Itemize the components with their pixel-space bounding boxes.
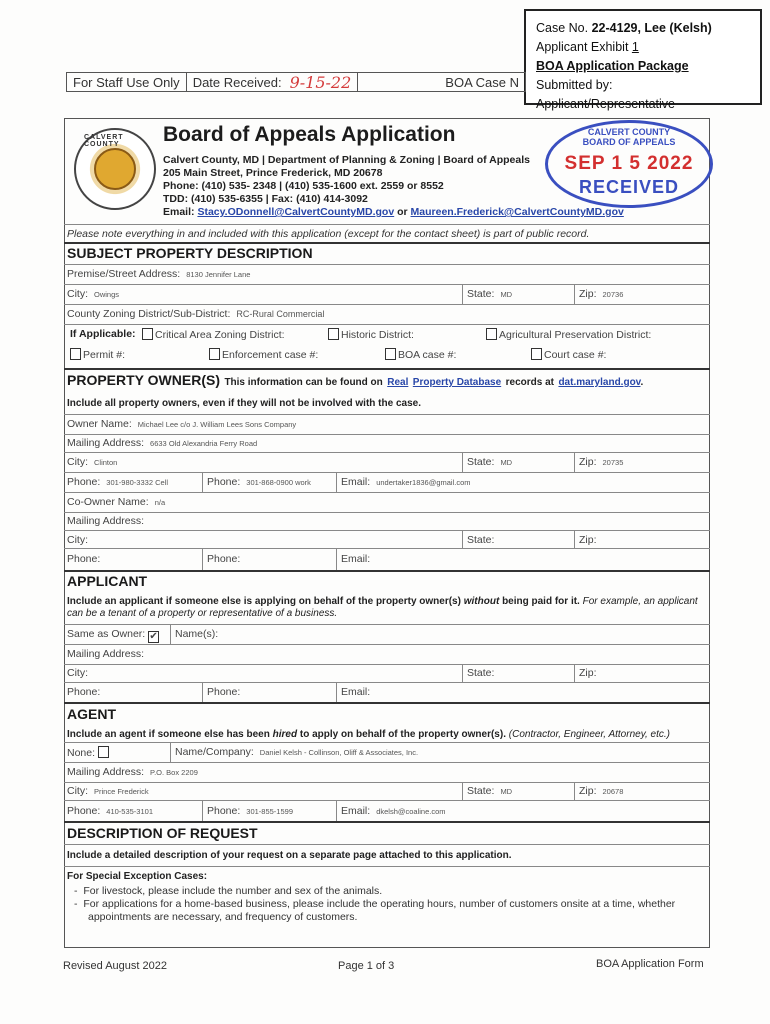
- coowner-name-value[interactable]: n/a: [154, 498, 166, 507]
- agricultural-checkbox[interactable]: [486, 328, 497, 340]
- owner-city-label: City:: [67, 456, 88, 468]
- email-prefix: Email:: [163, 206, 195, 218]
- subject-address-value[interactable]: 8130 Jennifer Lane: [186, 270, 251, 279]
- owner-name-value[interactable]: Michael Lee c/o J. William Lees Sons Company: [137, 420, 297, 429]
- critical-area-option[interactable]: [142, 328, 285, 341]
- applicant-mailing-label: Mailing Address:: [67, 648, 145, 660]
- owner-section-title: PROPERTY OWNER(S): [67, 372, 220, 388]
- enforcement-label: Enforcement case #:: [222, 349, 319, 361]
- agent-company-value[interactable]: Daniel Kelsh - Collinson, Oliff & Associates, Inc.: [259, 748, 419, 757]
- owner-section-header: [67, 372, 643, 390]
- agent-note: [67, 729, 670, 740]
- owner-mailing: [67, 437, 257, 449]
- owner-phone-1-value[interactable]: 301-980-3332 Cell: [106, 478, 168, 487]
- owner-phone-2-label: Phone:: [207, 476, 241, 488]
- seal-text: CALVERT COUNTY: [84, 134, 124, 148]
- agent-note-pre: Include an agent if someone else has been: [67, 729, 270, 740]
- property-database-link[interactable]: Property Database: [412, 377, 502, 388]
- owner-phone-2-value[interactable]: 301-868-0900 work: [246, 478, 311, 487]
- footer-page-number: Page 1 of 3: [338, 960, 395, 972]
- owner-include-note: Include all property owners, even if they will not be involved with the case.: [67, 398, 421, 409]
- coowner-city-label: City:: [67, 534, 88, 546]
- same-as-owner-checkbox[interactable]: ✔: [149, 631, 158, 642]
- coowner-email-label: Email:: [341, 553, 371, 565]
- court-case-option[interactable]: [531, 348, 606, 361]
- date-received: [187, 73, 359, 91]
- permit-label: Permit #:: [83, 349, 126, 361]
- owner-zip-label: Zip:: [579, 456, 597, 468]
- same-as-owner[interactable]: [67, 628, 161, 643]
- critical-area-label: Critical Area Zoning District:: [155, 329, 285, 341]
- agent-city-label: City:: [67, 785, 88, 797]
- public-record-note: Please note everything in and included with this application (except for the contact sheet) is part of public record.: [67, 228, 590, 240]
- agent-note-example: (Contractor, Engineer, Attorney, etc.): [508, 729, 670, 740]
- owner-zip-value[interactable]: 20735: [602, 458, 624, 467]
- agent-mailing-value[interactable]: P.O. Box 2209: [150, 768, 198, 777]
- agent-city: [67, 785, 149, 797]
- package-label: BOA Application Package: [536, 59, 689, 73]
- applicant-section-title: APPLICANT: [67, 573, 148, 589]
- owner-phone-1: [67, 476, 168, 488]
- applicant-names-label: Name(s):: [175, 628, 219, 640]
- owner-city: [67, 456, 117, 468]
- agent-zip-label: Zip:: [579, 785, 597, 797]
- owner-name-label: Owner Name:: [67, 418, 132, 430]
- stamp-org-line-1: CALVERT COUNTY: [587, 127, 671, 137]
- special-bullet-1: - For livestock, please include the number and sex of the animals.: [74, 885, 383, 897]
- email-link-1[interactable]: Stacy.ODonnell@CalvertCountyMD.gov: [197, 206, 395, 218]
- owner-mailing-label: Mailing Address:: [67, 437, 145, 449]
- agent-section-title: AGENT: [67, 706, 116, 722]
- date-received-value: 9-15-22: [289, 72, 352, 92]
- owner-email-label: Email:: [341, 476, 371, 488]
- owner-state-value[interactable]: MD: [500, 458, 513, 467]
- agent-none-checkbox[interactable]: [98, 746, 109, 758]
- owner-name: [67, 418, 296, 430]
- exhibit-prefix: Applicant Exhibit: [536, 40, 629, 54]
- subject-state: [467, 288, 512, 300]
- subject-zip: [579, 288, 623, 300]
- agent-company: [175, 746, 418, 758]
- dept-line-1: Calvert County, MD | Department of Planning & Zoning | Board of Appeals: [163, 154, 530, 166]
- applicant-note-without: without: [463, 596, 500, 607]
- stamp-org-line-2: BOARD OF APPEALS: [582, 137, 676, 147]
- subject-zoning-label: County Zoning District/Sub-District:: [67, 308, 231, 320]
- agent-phone-1-value[interactable]: 410-535-3101: [106, 807, 153, 816]
- applicant-note: [67, 596, 707, 620]
- agent-zip: [579, 785, 623, 797]
- agent-email-label: Email:: [341, 805, 371, 817]
- applicant-note-example: For example, an applicant can be a tenant of a property or representative of a business.: [67, 596, 698, 619]
- dept-line-4: TDD: (410) 535-6355 | Fax: (410) 414-3092: [163, 193, 368, 205]
- agent-phone-1: [67, 805, 153, 817]
- agent-note-hired: hired: [272, 729, 298, 740]
- owner-zip: [579, 456, 623, 468]
- applicant-phone-2-label: Phone:: [207, 686, 241, 698]
- coowner-state-label: State:: [467, 534, 495, 546]
- special-bullet-2: - For applications for a home-based business, please include the operating hours, number of customers onsite at a time, whether appointments are necessary, and frequency of customers.: [74, 898, 676, 923]
- enforcement-checkbox[interactable]: [209, 348, 220, 360]
- special-exception-list: [74, 885, 704, 924]
- agent-phone-2-label: Phone:: [207, 805, 241, 817]
- coowner-phone-2-label: Phone:: [207, 553, 241, 565]
- dept-line-2: 205 Main Street, Prince Frederick, MD 20678: [163, 167, 383, 179]
- subject-city: [67, 288, 119, 300]
- subject-section-title: SUBJECT PROPERTY DESCRIPTION: [67, 245, 313, 261]
- county-seal-icon: [74, 128, 156, 210]
- boa-case-label: BOA Case N: [445, 74, 519, 90]
- subject-address-label: Premise/Street Address:: [67, 268, 181, 280]
- agent-email: [341, 805, 446, 817]
- applicant-phone-1-label: Phone:: [67, 686, 101, 698]
- coowner-name-label: Co-Owner Name:: [67, 496, 149, 508]
- owner-email: [341, 476, 471, 488]
- historic-checkbox[interactable]: [328, 328, 339, 340]
- case-prefix: Case No.: [536, 21, 589, 35]
- owner-email-value[interactable]: undertaker1836@gmail.com: [376, 478, 471, 487]
- subject-zoning-value[interactable]: RC-Rural Commercial: [236, 309, 325, 319]
- court-case-checkbox[interactable]: [531, 348, 542, 360]
- subject-address: [67, 268, 250, 280]
- stamp-org: [548, 127, 710, 147]
- page-title: Board of Appeals Application: [163, 123, 456, 146]
- agent-state-value[interactable]: MD: [500, 787, 513, 796]
- agent-mailing: [67, 766, 198, 778]
- agent-mailing-label: Mailing Address:: [67, 766, 145, 778]
- request-section-title: DESCRIPTION OF REQUEST: [67, 825, 258, 841]
- coowner-zip-label: Zip:: [579, 534, 597, 546]
- special-exception-title: For Special Exception Cases:: [67, 871, 208, 882]
- boa-case-option[interactable]: [385, 348, 456, 361]
- coowner-name: [67, 496, 165, 508]
- stamp-date: SEP 1 5 2022: [564, 153, 694, 174]
- case-number: 22-4129, Lee (Kelsh): [591, 21, 712, 35]
- agent-none-label: None:: [67, 747, 96, 759]
- applicant-zip-label: Zip:: [579, 667, 597, 679]
- subject-city-value[interactable]: Owings: [94, 290, 120, 299]
- subject-zip-value[interactable]: 20736: [602, 290, 624, 299]
- dept-email-line: [163, 206, 624, 219]
- dept-line-3: Phone: (410) 535- 2348 | (410) 535-1600 ext. 2559 or 8552: [163, 180, 444, 192]
- agent-state-label: State:: [467, 785, 495, 797]
- received-stamp: [545, 120, 713, 208]
- historic-option[interactable]: [328, 328, 414, 341]
- subject-state-value[interactable]: MD: [500, 290, 513, 299]
- real-link[interactable]: Real: [387, 377, 409, 388]
- stamp-received: RECEIVED: [578, 177, 680, 197]
- agent-email-value[interactable]: dkelsh@coaline.com: [376, 807, 446, 816]
- dat-maryland-link[interactable]: dat.maryland.gov: [558, 377, 641, 388]
- agent-none[interactable]: [67, 746, 111, 759]
- owner-note-end: .: [640, 377, 644, 388]
- subject-zoning: [67, 308, 324, 320]
- coowner-phone-1-label: Phone:: [67, 553, 101, 565]
- owner-state-label: State:: [467, 456, 495, 468]
- applicant-email-label: Email:: [341, 686, 371, 698]
- date-received-label: Date Received:: [192, 74, 282, 90]
- agent-state: [467, 785, 512, 797]
- applicant-note-pre: Include an applicant if someone else is applying on behalf of the property owner(s): [67, 596, 461, 607]
- footer-revised: Revised August 2022: [63, 960, 167, 972]
- subject-zip-label: Zip:: [579, 288, 597, 300]
- agricultural-option[interactable]: [486, 328, 651, 341]
- owner-note-pre: This information can be found on: [224, 377, 383, 388]
- boa-case-checkbox[interactable]: [385, 348, 396, 360]
- owner-state: [467, 456, 512, 468]
- applicant-state-label: State:: [467, 667, 495, 679]
- owner-phone-2: [207, 476, 311, 488]
- request-note: Include a detailed description of your request on a separate page attached to this application.: [67, 850, 512, 861]
- owner-note-mid: records at: [505, 377, 554, 388]
- agricultural-label: Agricultural Preservation District:: [499, 329, 652, 341]
- critical-area-checkbox[interactable]: [142, 328, 153, 340]
- owner-phone-1-label: Phone:: [67, 476, 101, 488]
- subject-city-label: City:: [67, 288, 88, 300]
- email-link-2[interactable]: Maureen.Frederick@CalvertCountyMD.gov: [410, 206, 624, 218]
- permit-checkbox[interactable]: [70, 348, 81, 360]
- agent-company-label: Name/Company:: [175, 746, 254, 758]
- email-or: or: [397, 206, 408, 218]
- case-info-box: [524, 9, 762, 111]
- applicant-note-mid: being paid for it.: [502, 596, 580, 607]
- submitted-by: Submitted by: Applicant/Representative: [536, 78, 675, 111]
- exhibit-number: 1: [631, 40, 639, 54]
- owner-mailing-value[interactable]: 6633 Old Alexandria Ferry Road: [150, 439, 258, 448]
- coowner-mailing-label: Mailing Address:: [67, 515, 145, 527]
- footer-form-name: BOA Application Form: [596, 958, 704, 970]
- agent-phone-2-value[interactable]: 301-855-1599: [246, 807, 293, 816]
- staff-use-label: For Staff Use Only: [67, 73, 187, 91]
- permit-option[interactable]: [70, 348, 125, 361]
- subject-state-label: State:: [467, 288, 495, 300]
- agent-phone-2: [207, 805, 293, 817]
- applicant-city-label: City:: [67, 667, 88, 679]
- owner-city-value[interactable]: Clinton: [94, 458, 118, 467]
- enforcement-option[interactable]: [209, 348, 318, 361]
- agent-note-mid: to apply on behalf of the property owner(s).: [299, 729, 506, 740]
- if-applicable-label: If Applicable:: [70, 328, 136, 340]
- agent-phone-1-label: Phone:: [67, 805, 101, 817]
- same-as-owner-label: Same as Owner:: [67, 628, 146, 640]
- court-case-label: Court case #:: [544, 349, 607, 361]
- agent-zip-value[interactable]: 20678: [602, 787, 624, 796]
- historic-label: Historic District:: [341, 329, 414, 341]
- boa-case-label: BOA case #:: [398, 349, 457, 361]
- staff-use-row: [66, 72, 526, 92]
- agent-city-value[interactable]: Prince Frederick: [94, 787, 149, 796]
